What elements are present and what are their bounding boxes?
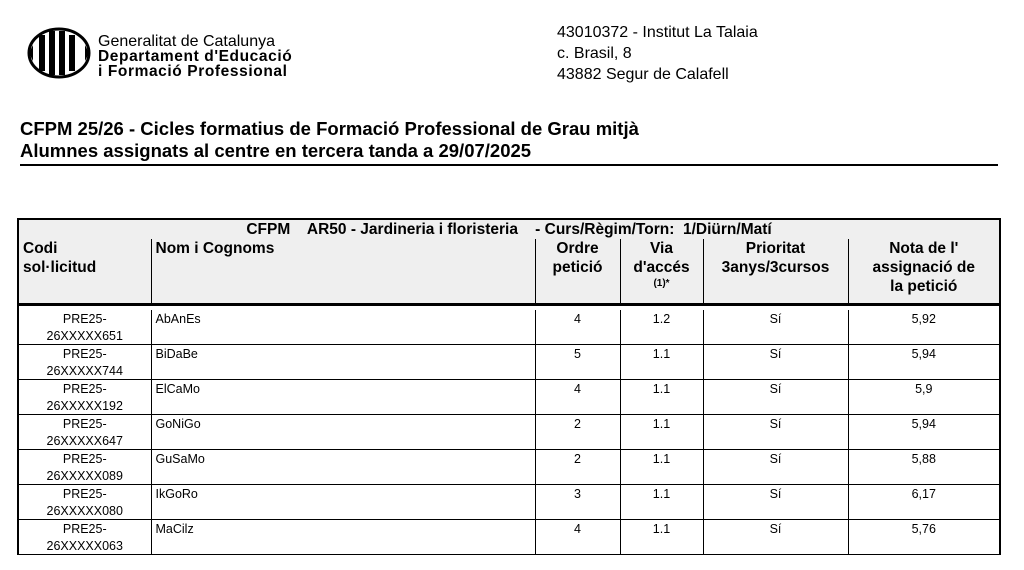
cell-ordre: [535, 450, 620, 485]
cell-codi: [18, 345, 151, 380]
cell-codi: [18, 450, 151, 485]
cell-ordre-ordre-text: 4: [574, 522, 581, 536]
generalitat-logo-icon: [27, 27, 91, 79]
cell-nota-nota-text: 5,76: [911, 522, 936, 536]
cell-via: [620, 415, 703, 450]
cell-nota: [848, 485, 1000, 520]
cell-via-via-text: 1.1: [652, 487, 671, 501]
cell-codi-codi-2-text: 26XXXXX063: [46, 539, 123, 553]
cell-prioritat: [703, 450, 848, 485]
cell-prioritat: [703, 345, 848, 380]
school-line-3: 43882 Segur de Calafell: [557, 66, 729, 83]
cell-nom: [151, 415, 535, 450]
cell-codi-codi-2-text: 26XXXXX651: [46, 329, 123, 343]
cell-nom: [151, 345, 535, 380]
cell-nom: [151, 485, 535, 520]
cell-nom: [151, 380, 535, 415]
document-title: [20, 118, 639, 162]
header-via: [620, 239, 703, 305]
cell-ordre-ordre-text: 4: [574, 382, 581, 396]
title-underline: [20, 164, 998, 166]
header-nom: [151, 239, 535, 305]
cell-prioritat: [703, 415, 848, 450]
table-body: [18, 310, 1000, 555]
cell-nota: [848, 520, 1000, 555]
cell-nom: [151, 450, 535, 485]
cell-nota: [848, 345, 1000, 380]
cell-ordre: [535, 520, 620, 555]
cell-codi-codi-2-text: 26XXXXX744: [46, 364, 123, 378]
cell-ordre: [535, 310, 620, 345]
course-section-title: CFPM AR50 - Jardineria i floristeria - Curs/Règim/Torn: 1/Diürn/Matí: [18, 219, 1000, 239]
title-line-1: CFPM 25/26 - Cicles formatius de Formació Professional de Grau mitjà: [20, 118, 639, 139]
cell-prioritat-prioritat-text: Sí: [769, 487, 782, 501]
cell-codi: [18, 485, 151, 520]
cell-via: [620, 520, 703, 555]
document-header: [0, 0, 1024, 100]
cell-prioritat-prioritat-text: Sí: [769, 312, 782, 326]
header-nota-line3: la petició: [890, 278, 958, 295]
header-prioritat: [703, 239, 848, 305]
header-nota-line1: Nota de l': [889, 240, 959, 257]
cell-via: [620, 345, 703, 380]
cell-nota: [848, 450, 1000, 485]
table-row: [18, 345, 1000, 380]
cell-nota-nota-text: 5,92: [911, 312, 936, 326]
cell-prioritat-prioritat-text: Sí: [769, 522, 782, 536]
cell-ordre-ordre-text: 5: [574, 347, 581, 361]
cell-codi-codi-1-text: PRE25-: [62, 347, 107, 361]
cell-nota-nota-text: 5,94: [911, 417, 936, 431]
header-via-footnote: (1)*: [653, 278, 670, 289]
cell-via-via-text: 1.1: [652, 347, 671, 361]
school-line-2: c. Brasil, 8: [557, 45, 632, 62]
header-codi-line1: Codi: [23, 240, 58, 257]
cell-via-via-text: 1.1: [652, 522, 671, 536]
cell-prioritat: [703, 485, 848, 520]
assignments-table: [17, 218, 1001, 555]
header-codi: [18, 239, 151, 305]
cell-nom: [151, 310, 535, 345]
header-prioritat-line1: Prioritat: [745, 240, 806, 257]
assignments-table-wrapper: [17, 218, 999, 555]
cell-via-via-text: 1.1: [652, 417, 671, 431]
org-line-1: Generalitat de Catalunya: [98, 33, 275, 50]
cell-via-via-text: 1.1: [652, 382, 671, 396]
cell-ordre: [535, 485, 620, 520]
cell-codi-codi-1-text: PRE25-: [62, 452, 107, 466]
title-line-2: Alumnes assignats al centre en tercera tanda a 29/07/2025: [20, 140, 532, 161]
cell-nom: [151, 520, 535, 555]
header-codi-line2: sol·licitud: [23, 259, 97, 276]
cell-codi-codi-2-text: 26XXXXX192: [46, 399, 123, 413]
header-ordre: [535, 239, 620, 305]
cell-nom-nom-text: GoNiGo: [155, 417, 201, 431]
cell-prioritat: [703, 520, 848, 555]
table-row: [18, 520, 1000, 555]
cell-prioritat-prioritat-text: Sí: [769, 347, 782, 361]
cell-prioritat-prioritat-text: Sí: [769, 452, 782, 466]
header-ordre-line1: Ordre: [556, 240, 599, 257]
cell-nom-nom-text: AbAnEs: [155, 312, 201, 326]
header-nom-label: Nom i Cognoms: [155, 240, 275, 257]
cell-codi-codi-1-text: PRE25-: [62, 487, 107, 501]
cell-prioritat-prioritat-text: Sí: [769, 382, 782, 396]
table-row: [18, 380, 1000, 415]
table-row: [18, 310, 1000, 345]
cell-ordre-ordre-text: 2: [574, 417, 581, 431]
cell-ordre: [535, 380, 620, 415]
cell-codi: [18, 380, 151, 415]
cell-nota: [848, 415, 1000, 450]
cell-nom-nom-text: BiDaBe: [155, 347, 198, 361]
cell-nota-nota-text: 5,94: [911, 347, 936, 361]
cell-prioritat: [703, 310, 848, 345]
cell-codi: [18, 520, 151, 555]
cell-ordre-ordre-text: 3: [574, 487, 581, 501]
table-row: [18, 450, 1000, 485]
cell-codi-codi-1-text: PRE25-: [62, 417, 107, 431]
cell-codi-codi-1-text: PRE25-: [62, 312, 107, 326]
cell-ordre-ordre-text: 4: [574, 312, 581, 326]
cell-via: [620, 450, 703, 485]
section-header-row: [18, 219, 1000, 239]
column-header-row: [18, 239, 1000, 305]
cell-ordre: [535, 415, 620, 450]
header-prioritat-line2: 3anys/3cursos: [721, 259, 830, 276]
table-row: [18, 415, 1000, 450]
cell-codi: [18, 310, 151, 345]
cell-nota-nota-text: 6,17: [911, 487, 936, 501]
header-ordre-line2: petició: [552, 259, 603, 276]
cell-nom-nom-text: GuSaMo: [155, 452, 205, 466]
cell-ordre: [535, 345, 620, 380]
cell-codi: [18, 415, 151, 450]
header-via-line1: Via: [650, 240, 673, 257]
cell-nom-nom-text: MaCilz: [155, 522, 194, 536]
cell-via-via-text: 1.2: [652, 312, 671, 326]
header-via-line2: d'accés: [633, 259, 690, 276]
table-row: [18, 485, 1000, 520]
cell-codi-codi-1-text: PRE25-: [62, 382, 107, 396]
cell-nota: [848, 380, 1000, 415]
cell-nota-nota-text: 5,9: [915, 382, 933, 396]
cell-prioritat: [703, 380, 848, 415]
cell-via: [620, 380, 703, 415]
org-line-3: i Formació Professional: [98, 63, 288, 80]
cell-nom-nom-text: ElCaMo: [155, 382, 200, 396]
cell-via: [620, 310, 703, 345]
cell-codi-codi-2-text: 26XXXXX647: [46, 434, 123, 448]
cell-prioritat-prioritat-text: Sí: [769, 417, 782, 431]
header-nota: [848, 239, 1000, 305]
cell-ordre-ordre-text: 2: [574, 452, 581, 466]
school-line-1: 43010372 - Institut La Talaia: [557, 24, 758, 41]
cell-via-via-text: 1.1: [652, 452, 671, 466]
cell-codi-codi-2-text: 26XXXXX089: [46, 469, 123, 483]
cell-codi-codi-1-text: PRE25-: [62, 522, 107, 536]
cell-nom-nom-text: IkGoRo: [155, 487, 198, 501]
cell-nota: [848, 310, 1000, 345]
cell-codi-codi-2-text: 26XXXXX080: [46, 504, 123, 518]
school-address: [557, 22, 758, 85]
org-line-2: Departament d'Educació: [98, 48, 293, 65]
department-name: [98, 34, 292, 79]
cell-via: [620, 485, 703, 520]
header-nota-line2: assignació de: [872, 259, 976, 276]
cell-nota-nota-text: 5,88: [911, 452, 936, 466]
